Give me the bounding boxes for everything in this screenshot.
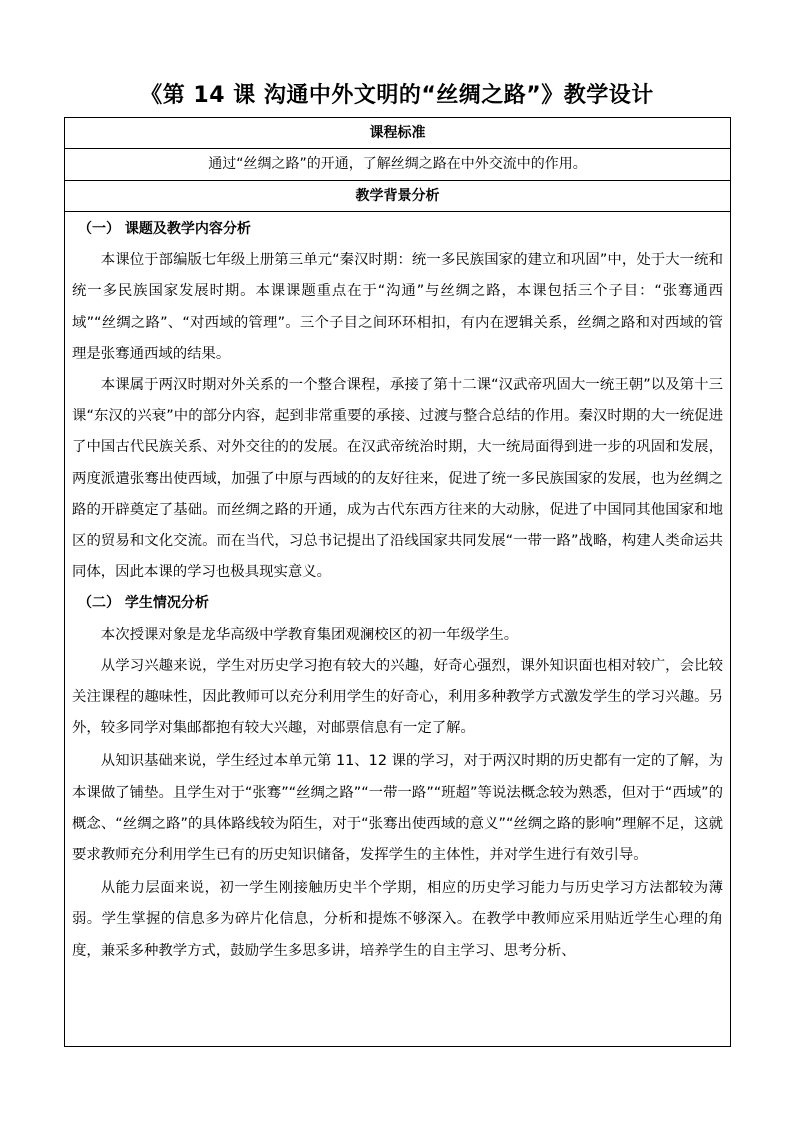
course-standard-header: 课程标准: [65, 118, 731, 149]
background-content: [65, 212, 731, 1047]
document-title: 《第 14 课 沟通中外文明的“丝绸之路”》教学设计: [140, 83, 654, 108]
section-heading-student-analysis: （二） 学生情况分析: [78, 595, 209, 612]
paragraph: 本次授课对象是龙华高级中学教育集团观澜校区的初一年级学生。: [100, 626, 519, 643]
paragraph: 本课位于部编版七年级上册第三单元“秦汉时期：统一多民族国家的建立和巩固”中，处于大一统和统一多民族国家发展时期。本课课题重点在于“沟通”与丝绸之路，本课包括三个子目：“张骞通西域”“丝绸之路”、“对西域的管理”。三个子目之间环环相扣，有内在逻辑关系，丝绸之路和对西域的管理是张骞通西域的结果。: [72, 252, 723, 362]
paragraph: 从学习兴趣来说，学生对历史学习抱有较大的兴趣，好奇心强烈，课外知识面也相对较广，会比较关注课程的趣味性，因此教师可以充分利用学生的好奇心，利用多种教学方式激发学生的学习兴趣。另外，较多同学对集邮都抱有较大兴趣，对邮票信息有一定了解。: [72, 657, 723, 737]
section-heading-content-analysis: （一） 课题及教学内容分析: [78, 221, 251, 237]
paragraph: 从能力层面来说，初一学生刚接触历史半个学期，相应的历史学习能力与历史学习方法都较为薄弱。学生掌握的信息多为碎片化信息，分析和提炼不够深入。在教学中教师应采用贴近学生心理的角度，兼采多种教学方式，鼓励学生多思多讲，培养学生的自主学习、思考分析、: [72, 880, 723, 959]
design-table: [64, 117, 731, 1047]
course-standard-text: 通过“丝绸之路”的开通，了解丝绸之路在中外交流中的作用。: [65, 149, 731, 181]
paragraph: 从知识基础来说，学生经过本单元第 11、12 课的学习，对于两汉时期的历史都有一定的了解，为本课做了铺垫。且学生对于“张骞”“丝绸之路”“一带一路”“班超”等说法概念较为熟悉，但对于“西域”的概念、“丝绸之路”的具体路线较为陌生，对于“张骞出使西域的意义”“丝绸之路的影响”理解不足，这就要求教师充分利用学生已有的历史知识储备，发挥学生的主体性，并对学生进行有效引导。: [72, 753, 723, 864]
paragraph: 本课属于两汉时期对外关系的一个整合课程，承接了第十二课“汉武帝巩固大一统王朝”以及第十三课“东汉的兴衰”中的部分内容，起到非常重要的承接、过渡与整合总结的作用。秦汉时期的大一统促进了中国古代民族关系、对外交往的的发展。在汉武帝统治时期，大一统局面得到进一步的巩固和发展，两度派遣张骞出使西域，加强了中原与西域的的友好往来，促进了统一多民族国家的发展，也为丝绸之路的开辟奠定了基础。而丝绸之路的开通，成为古代东西方往来的大动脉，促进了中国同其他国家和地区的贸易和文化交流。而在当代，习总书记提出了沿线国家共同发展“一带一路”战略，构建人类命运共同体，因此本课的学习也极具现实意义。: [72, 377, 723, 581]
background-header: 教学背景分析: [65, 181, 731, 212]
